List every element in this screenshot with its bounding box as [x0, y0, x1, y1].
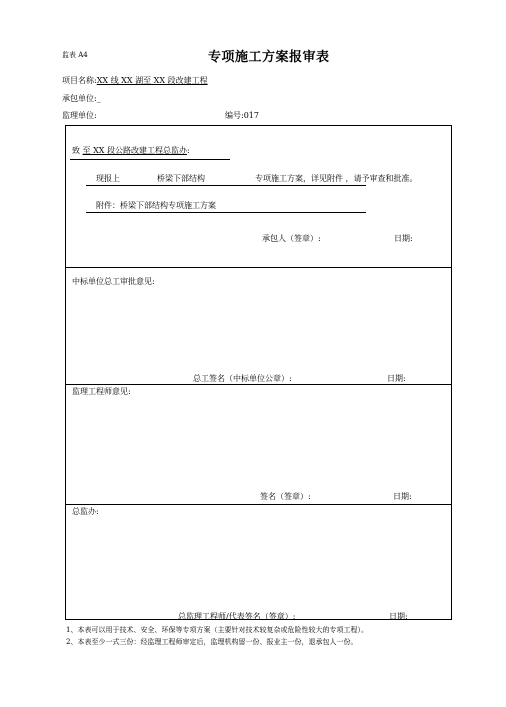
chief-engineer-signature-label: 总工签名（中标单位公章）: — [193, 374, 292, 383]
addressee-name: 至 XX 段公路改建工程总监办 — [82, 146, 188, 155]
chief-supervisor-office-label: 总监办: — [72, 507, 99, 516]
submission-item: 桥梁下部结构 — [157, 174, 205, 183]
contractor-row — [62, 93, 101, 104]
project-name-label: 项目名称: — [62, 76, 97, 85]
addressee-line: 致 至 XX 段公路改建工程总监办: — [72, 146, 190, 155]
page-title: 专项施工方案报审表 — [208, 50, 330, 65]
contractor-value: _ — [96, 94, 101, 103]
form-code: 监表 A4 — [62, 51, 88, 59]
note-2: 2、本表至少一式三份：经监理工程师审定后，监理机构留一份、报业主一份，退承包人一份。 — [66, 638, 358, 646]
project-name-row — [62, 75, 208, 86]
number-label: 编号: — [225, 111, 244, 120]
chief-engineer-opinion-label: 中标单位总工审批意见: — [72, 277, 155, 286]
chief-engineer-date-label: 日期: — [387, 374, 406, 383]
addressee-prefix: 致 — [72, 146, 80, 155]
supervising-engineer-signature-label: 签名（签章）: — [260, 492, 311, 501]
contractor-signature-label: 承包人（签章）: — [262, 234, 321, 243]
supervising-engineer-date-label: 日期: — [393, 492, 412, 501]
number-value: 017 — [243, 111, 259, 120]
submission-prefix: 现报上 — [96, 174, 120, 183]
chief-supervisor-signature-label: 总监理工程师/代表签名（签章）: — [178, 612, 296, 621]
document-number — [225, 110, 259, 121]
divider — [65, 267, 452, 268]
attachment-line: 附件：桥梁下部结构专项施工方案 — [96, 201, 216, 210]
supervisor-label: 监理单位: — [62, 111, 97, 120]
divider — [65, 384, 452, 385]
chief-supervisor-date-label: 日期: — [389, 612, 408, 621]
project-name-value: XX 线 XX 湖至 XX 段改建工程 — [96, 76, 208, 85]
submission-underline — [86, 185, 366, 186]
note-1: 1、本表可以用于技术、安全、环保等专项方案（主要针对技术较复杂或危险性较大的专项工程）。 — [66, 626, 368, 634]
submission-suffix: 专项施工方案，详见附件 ，请予审查和批准。 — [255, 174, 418, 183]
attachment-underline — [86, 212, 366, 213]
contractor-label: 承包单位: — [62, 94, 97, 103]
addressee-underline — [70, 159, 230, 160]
contractor-date-label: 日期: — [394, 234, 413, 243]
divider — [65, 504, 452, 505]
supervising-engineer-opinion-label: 监理工程师意见: — [72, 387, 131, 396]
